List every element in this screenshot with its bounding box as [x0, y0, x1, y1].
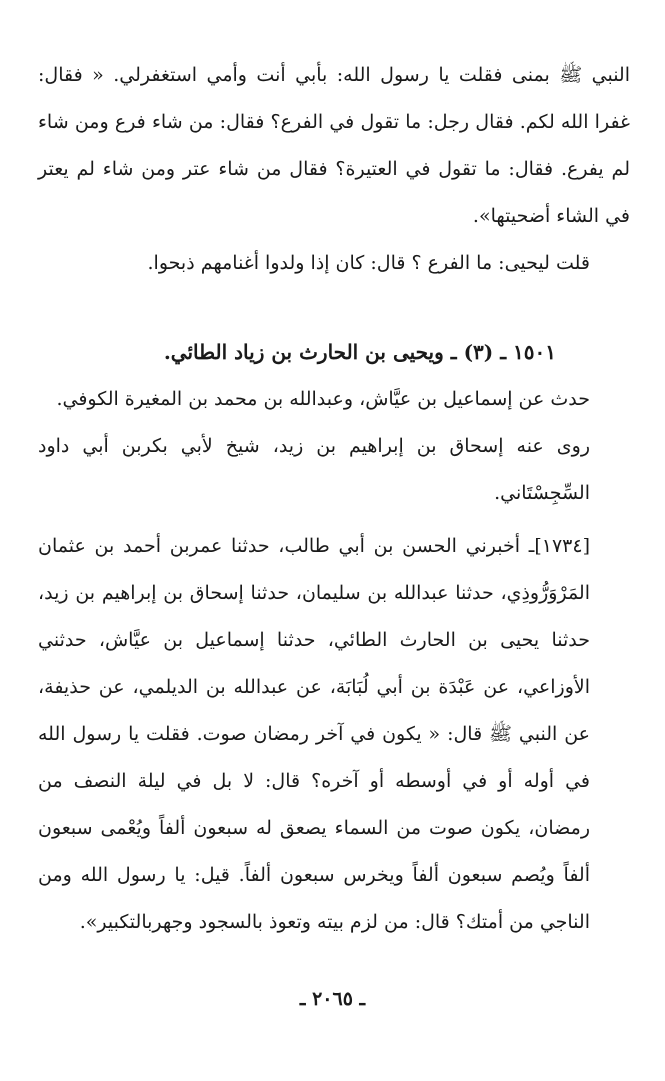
narrated-from-paragraph: حدث عن إسماعيل بن عيَّاش، وعبدالله بن محمد بن المغيرة الكوفي. [56, 388, 590, 410]
page-body [38, 52, 630, 946]
note-line: قلت ليحيى: ما الفرع ؟ قال: كان إذا ولدوا أغنامهم ذبحوا. [147, 252, 590, 274]
entry-heading: ١٥٠١ ـ (٣) ـ ويحيى بن الحارث بن زياد الطائي. [163, 340, 556, 364]
hadith-paragraph: [١٧٣٤]ـ أخبرني الحسن بن أبي طالب، حدثنا عمربن أحمد بن عثمان المَرْوَرُّوذِي، حدثنا عبدالله بن سليمان، حدثنا إسحاق بن إبراهيم بن زيد، حدثنا يحيى بن الحارث الطائي، حدثنا إسماعيل بن عيَّاش، حدثني الأوزاعي، عن عَبْدَة بن أبي لُبَابَة، عن عبدالله بن الديلمي، عن حذيفة، عن النبي ﷺ قال: « يكون في آخر رمضان صوت. فقلت يا رسول الله في أوله أو في أوسطه أو آخره؟ قال: لا بل في ليلة النصف من رمضان، يكون صوت من السماء يصعق له سبعون ألفاً ويُعْمى سبعون ألفاً ويُصم سبعون ألفاً ويخرس سبعون ألفاً. قيل: يا رسول الله ومن الناجي من أمتك؟ قال: من لزم بيته وتعوذ بالسجود وجهربالتكبير». [38, 535, 590, 933]
narrated-by-paragraph: روى عنه إسحاق بن إبراهيم بن زيد، شيخ لأبي بكربن أبي داود السِّجِسْتَاني. [38, 435, 590, 504]
page-number: ـ ٢٠٦٥ ـ [299, 988, 366, 1010]
continuation-paragraph: النبي ﷺ بمنى فقلت يا رسول الله: بأبي أنت وأمي استغفرلي. « فقال: غفرا الله لكم. فقال رجل: ما تقول في الفرع؟ فقال: من شاء فرع ومن شاء لم يفرع. فقال: ما تقول في العتيرة؟ فقال من شاء عتر ومن شاء لم يعتر في الشاء أضحيتها». [38, 64, 630, 227]
